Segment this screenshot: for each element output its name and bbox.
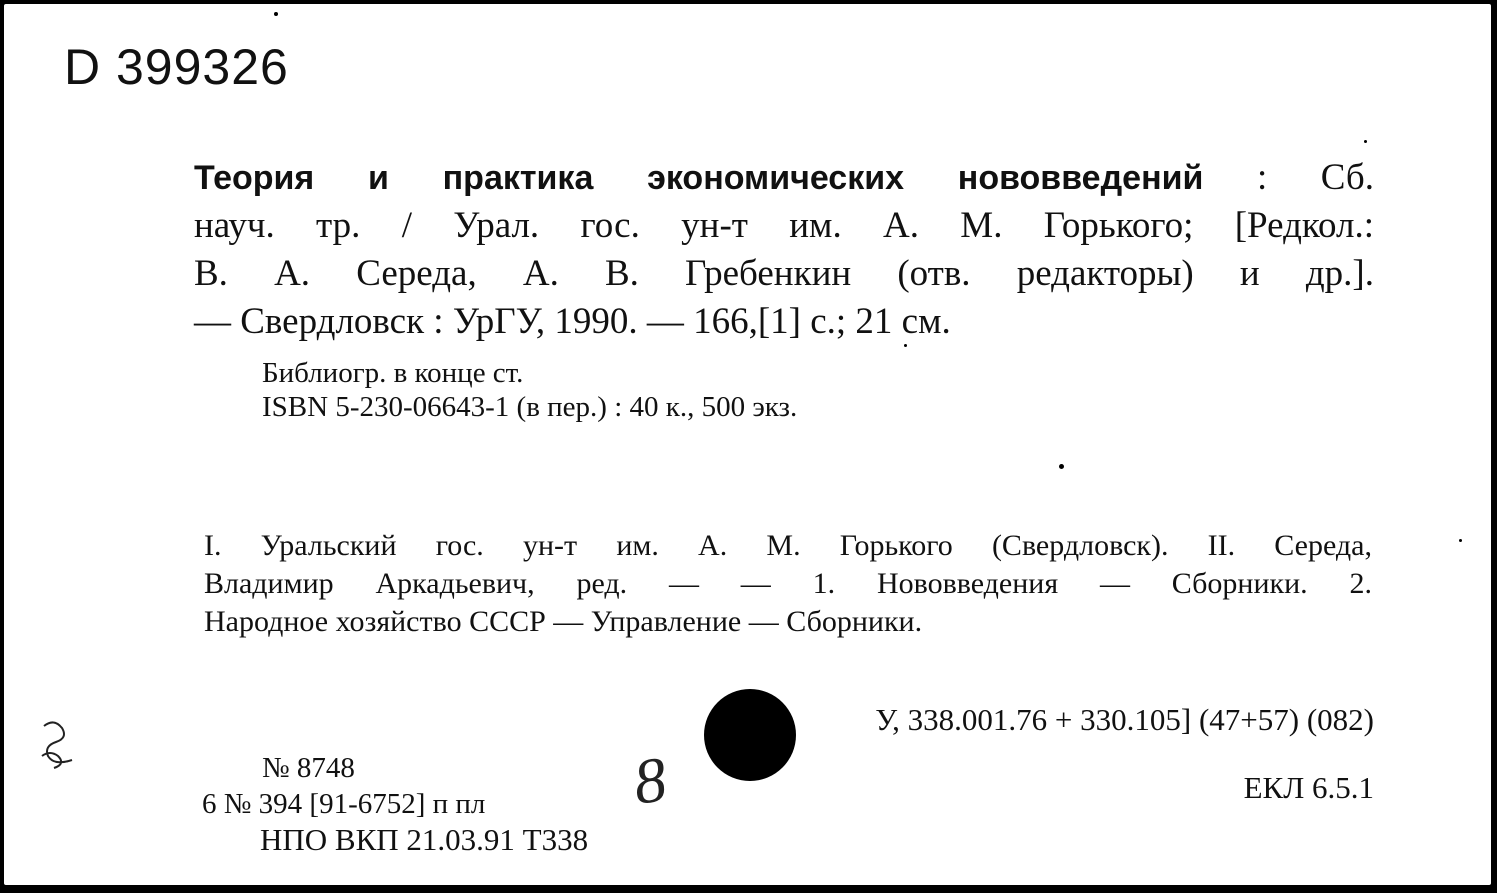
- speck: [1059, 464, 1064, 469]
- tracing-line3: Народное хозяйство СССР — Управление — Сборники.: [204, 605, 923, 638]
- speck: [1364, 140, 1367, 143]
- ekl-classification: ЕКЛ 6.5.1: [1243, 770, 1374, 805]
- main-entry-line2: науч. тр. / Урал. гос. ун-т им. А. М. Горького; [Редкол.:: [194, 205, 1374, 246]
- book-title: Теория и практика экономических нововведений: [194, 159, 1204, 197]
- main-entry-line1-rest: : Сб.: [1256, 157, 1374, 198]
- ink-blot: [704, 689, 796, 781]
- speck: [904, 344, 907, 347]
- handwritten-squiggle: [34, 716, 94, 781]
- handwritten-mark: 8: [629, 743, 671, 818]
- call-number: D 399326: [64, 39, 289, 95]
- tracing-line1: I. Уральский гос. ун-т им. А. М. Горького (Свердловск). II. Середа,: [204, 529, 1372, 562]
- catalog-card: [4, 4, 1491, 885]
- imprint-block: [202, 750, 588, 858]
- main-entry: [194, 154, 1374, 346]
- tracings-block: [204, 527, 1372, 641]
- speck: [274, 12, 278, 16]
- main-entry-line4: — Свердловск : УрГУ, 1990. — 166,[1] с.; 21 см.: [194, 301, 951, 342]
- udc-classification: У, 338.001.76 + 330.105] (47+57) (082): [875, 702, 1374, 737]
- imprint-printer: НПО ВКП 21.03.91 Т338: [260, 822, 589, 857]
- imprint-order: 6 № 394 [91-6752] п пл: [202, 788, 486, 820]
- notes-block: [262, 356, 797, 424]
- bibliography-note: Библиогр. в конце ст.: [262, 357, 524, 389]
- isbn-note: ISBN 5-230-06643-1 (в пер.) : 40 к., 500 экз.: [262, 391, 798, 423]
- tracing-line2: Владимир Аркадьевич, ред. — — 1. Нововведения — Сборники. 2.: [204, 567, 1372, 600]
- imprint-number: № 8748: [262, 752, 355, 784]
- speck: [1459, 539, 1462, 542]
- main-entry-line3: В. А. Середа, А. В. Гребенкин (отв. редакторы) и др.].: [194, 253, 1374, 294]
